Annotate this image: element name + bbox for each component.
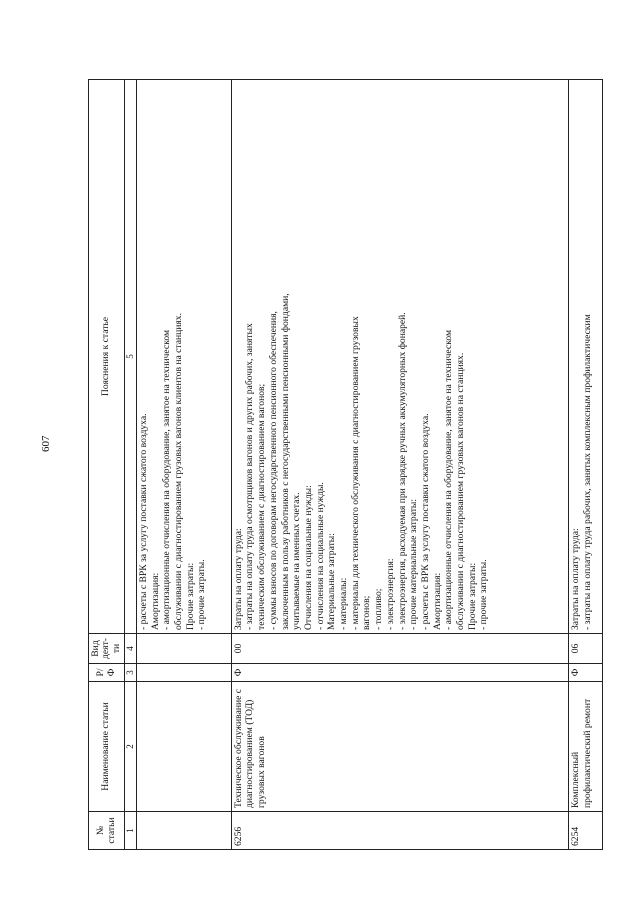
- col-index-3: 3: [125, 664, 137, 682]
- text-line: - материалы:: [338, 577, 350, 630]
- cell-vid: 00: [231, 634, 568, 664]
- header-num: № статьи: [89, 812, 125, 850]
- cell-vid: [136, 634, 231, 664]
- text-line: Амортизация:: [431, 572, 443, 630]
- text-line: Прочие затраты:: [466, 562, 478, 630]
- header-expl: Пояснения к статье: [89, 80, 125, 634]
- cell-name: Комплексный профилактический ремонт: [568, 682, 602, 812]
- text-line: - отчисления на социальные нужды.: [314, 482, 326, 630]
- col-index-4: 4: [125, 634, 137, 664]
- text-line: Прочие затраты:: [184, 562, 196, 630]
- page-number: 607: [40, 435, 52, 452]
- header-name: Наименование статьи: [89, 682, 125, 812]
- cell-name: [136, 682, 231, 812]
- cell-num: [136, 812, 231, 850]
- text-line: - амортизационные отчисления на оборудование, занятое на техническом: [161, 329, 173, 630]
- column-index-row: [125, 80, 137, 850]
- header-rf: Р/ Ф: [89, 664, 125, 682]
- text-line: - затраты на оплату труда рабочих, занятых комплексным профилактическим: [581, 314, 593, 630]
- cost-items-table-frame: [88, 80, 603, 850]
- text-line: - топливо;: [373, 588, 385, 630]
- table-row-continuation: [136, 80, 231, 850]
- cell-expl: [136, 80, 231, 634]
- col-index-2: 2: [125, 682, 137, 812]
- text-line: обслуживании с диагностированием грузовых вагонов на станциях.: [455, 352, 467, 630]
- cell-vid: 06: [568, 634, 602, 664]
- cell-expl: [231, 80, 568, 634]
- text-line: техническим обслуживанием с диагностированием вагонов;: [256, 383, 268, 630]
- cell-num: 6254: [568, 812, 602, 850]
- cost-items-table: [88, 79, 603, 850]
- text-line: - амортизационные отчисления на оборудование, занятое на техническом: [443, 329, 455, 630]
- text-line: - затраты на оплату труда осмотрщиков вагонов и других рабочих, занятых: [244, 323, 256, 630]
- cell-rf: Ф: [568, 664, 602, 682]
- text-line: - прочие материальные затраты:: [408, 498, 420, 630]
- col-index-1: 1: [125, 812, 137, 850]
- header-vid: Вид деят-ти: [89, 634, 125, 664]
- text-line: - расчеты с ВРК за услугу поставки сжатого воздуха.: [137, 413, 149, 630]
- text-line: вагонов;: [361, 595, 373, 630]
- text-line: - материалы для технического обслуживания с диагностированием грузовых: [349, 316, 361, 630]
- text-line: Материальные затраты:: [326, 533, 338, 630]
- text-line: - прочие затраты.: [478, 559, 490, 630]
- text-line: заключенным в пользу работников с негосударственными пенсионными фондами,: [279, 293, 291, 630]
- text-line: - прочие затраты.: [196, 559, 208, 630]
- cell-name: Техническое обслуживание с диагностированием (ТОД) грузовых вагонов: [231, 682, 568, 812]
- text-line: обслуживании с диагностированием грузовых вагонов клиентов на станциях.: [173, 312, 185, 630]
- text-line: - электроэнергия, расходуемая при зарядке ручных аккумуляторных фонарей.: [396, 312, 408, 630]
- table-row-6256: [231, 80, 568, 850]
- cell-expl: [568, 80, 602, 634]
- table-row-6254: [568, 80, 602, 850]
- cell-num: 6256: [231, 812, 568, 850]
- text-line: - расчеты с ВРК за услугу поставки сжатого воздуха.: [419, 413, 431, 630]
- cell-rf: [136, 664, 231, 682]
- text-line: Отчисления на социальные нужды:: [302, 485, 314, 630]
- text-line: - суммы взносов по договорам негосударственного пенсионного обеспечения,: [267, 311, 279, 630]
- text-line: Затраты на оплату труда:: [232, 528, 244, 630]
- cell-rf: Ф: [231, 664, 568, 682]
- text-line: - электроэнергия:: [384, 558, 396, 630]
- col-index-5: 5: [125, 80, 137, 634]
- header-row: [89, 80, 125, 850]
- text-line: учитываемые на именных счетах.: [291, 492, 303, 630]
- text-line: Затраты на оплату труда:: [569, 528, 581, 630]
- text-line: Амортизация:: [149, 572, 161, 630]
